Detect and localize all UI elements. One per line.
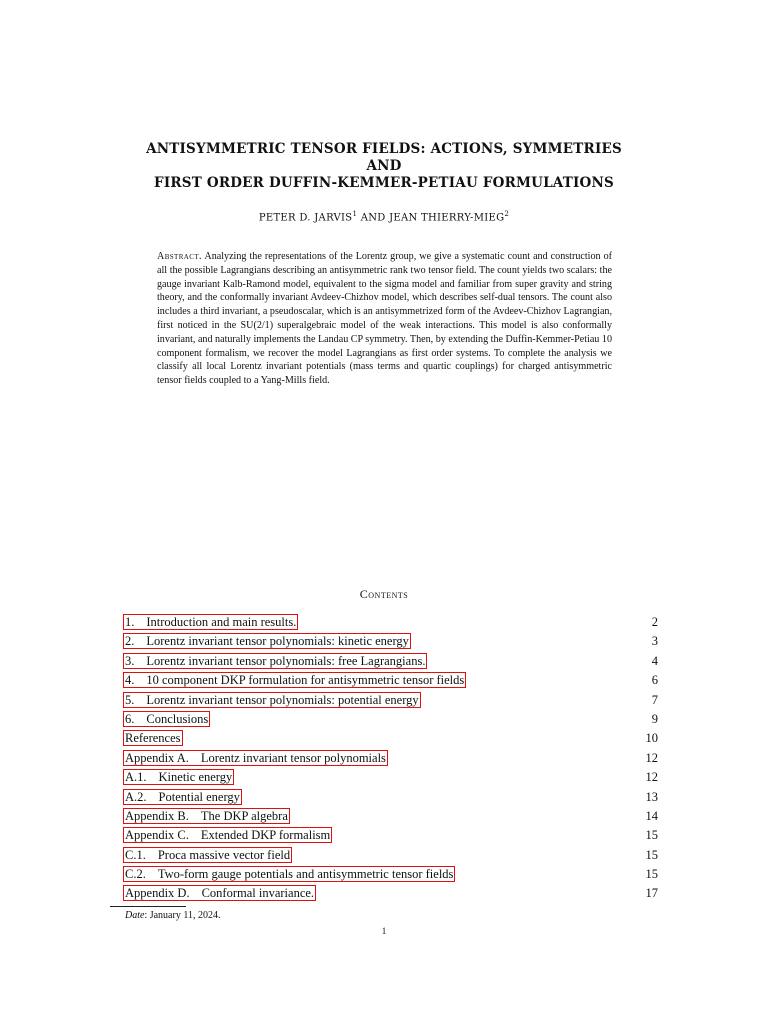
toc-link[interactable] (123, 866, 455, 882)
title-line-3: FIRST ORDER DUFFIN-KEMMER-PETIAU FORMULATIONS (154, 175, 614, 191)
toc-entry-title: The DKP algebra (200, 808, 288, 823)
toc-entry-number: C.1. (125, 847, 146, 862)
toc-entry-page: 2 (651, 615, 658, 629)
toc-entry (123, 865, 658, 884)
toc-link[interactable] (123, 633, 411, 649)
toc-entry-number: 6. (125, 711, 135, 726)
toc-entry-page: 3 (651, 634, 658, 649)
toc-entry (123, 632, 658, 651)
toc-entry-page: 14 (645, 808, 658, 823)
toc-entry-title: References (125, 731, 181, 746)
toc-link[interactable] (123, 672, 466, 688)
toc-link[interactable] (123, 847, 292, 863)
toc-link[interactable] (123, 789, 242, 805)
toc-link[interactable] (123, 653, 427, 669)
toc-link[interactable] (123, 885, 316, 901)
author-second-mark: 2 (504, 210, 510, 218)
toc-entry-page: 12 (645, 750, 658, 765)
toc-entry-title: Kinetic energy (158, 770, 233, 785)
toc-entry-page: 17 (645, 886, 658, 901)
toc-entry (123, 807, 658, 826)
toc-entry-number: A.2. (125, 789, 147, 804)
toc-entry (123, 749, 658, 768)
page-number: 1 (381, 926, 387, 936)
toc-entry-title: Proca massive vector field (157, 847, 291, 862)
toc-entry-number: 5. (125, 692, 135, 707)
toc-entry-title: Conclusions (146, 711, 209, 726)
toc-entry-page: 7 (651, 692, 658, 707)
toc-entry-page: 15 (645, 828, 658, 843)
toc-entry (123, 768, 658, 787)
title-line-1: ANTISYMMETRIC TENSOR FIELDS: ACTIONS, SYMMETRIES (146, 141, 622, 157)
toc-entry-page: 15 (645, 867, 658, 882)
toc-entry-number: Appendix A. (125, 750, 189, 765)
toc-entry (123, 710, 658, 729)
toc-entry (123, 613, 658, 632)
footnote-rule (110, 906, 186, 907)
table-of-contents (123, 613, 658, 904)
toc-entry-title: Lorentz invariant tensor polynomials (200, 750, 386, 765)
toc-entry-number: Appendix B. (125, 808, 189, 823)
toc-entry (123, 691, 658, 710)
toc-link[interactable] (123, 769, 234, 785)
toc-entry (123, 884, 658, 903)
abstract (157, 250, 612, 388)
footnote-label: Date (125, 910, 145, 921)
toc-entry-page: 12 (645, 770, 658, 785)
author-line (100, 210, 668, 223)
toc-entry (123, 729, 658, 748)
abstract-body: Analyzing the representations of the Lorentz group, we give a systematic count and construction of all the possible Lagrangians describing an antisymmetric rank two tensor field. The count yields two scalars: the gauge invariant Kalb-Ramond model, equivalent to the sigma model and familiar from super gravity and string theory, and the conformally invariant Avdeev-Chizhov model, which describes self-dual tensors. The count also includes a third invariant, a pseudoscalar, which is an antisymmetrized form of the Avdeev-Chizhov Lagrangian, first noticed in the SU(2/1) superalgebraic model of the weak interactions. This model is also conformally invariant, and naturally implements the Landau CP symmetry. Then, by extending the Duffin-Kemmer-Petiau 10 component formalism, we recover the model Lagrangians as first order systems. To complete the analysis we classify all local Lorentz invariant potentials (mass terms and quartic couplings) for charged antisymmetric tensor fields coupled to a Yang-Mills field. (157, 251, 613, 387)
author-first-mark: 1 (352, 210, 358, 218)
toc-entry-title: Conformal invariance. (201, 886, 315, 901)
toc-entry-title: Lorentz invariant tensor polynomials: potential energy (146, 692, 419, 707)
toc-link[interactable] (123, 614, 298, 630)
toc-entry-page: 4 (651, 653, 658, 668)
toc-link[interactable] (123, 730, 183, 746)
toc-entry-page: 13 (645, 789, 658, 804)
toc-entry-page: 9 (651, 711, 658, 726)
toc-entry-number: 1. (125, 615, 135, 629)
toc-entry-number: 4. (125, 673, 135, 688)
toc-link[interactable] (123, 692, 421, 708)
toc-entry-page: 10 (645, 731, 658, 746)
toc-entry-number: C.2. (125, 867, 146, 882)
author-joiner: AND (357, 212, 390, 224)
toc-entry-number: 2. (125, 634, 135, 649)
toc-link[interactable] (123, 750, 388, 766)
contents-heading: Contents (359, 587, 409, 601)
toc-entry-page: 6 (651, 673, 658, 688)
toc-entry-title: Extended DKP formalism (200, 828, 331, 843)
toc-entry-title: Lorentz invariant tensor polynomials: free Lagrangians. (146, 653, 426, 668)
title-line-2: AND (366, 158, 402, 174)
toc-entry-title: 10 component DKP formulation for antisymmetric tensor fields (146, 673, 465, 688)
toc-link[interactable] (123, 827, 332, 843)
footnote-text: : January 11, 2024. (144, 910, 221, 921)
toc-entry-title: Potential energy (158, 789, 240, 804)
footnote-date (125, 910, 220, 921)
toc-entry-page: 15 (645, 847, 658, 862)
paper-title (100, 141, 668, 192)
toc-entry (123, 652, 658, 671)
toc-entry-title: Introduction and main results. (146, 615, 297, 629)
author-first: PETER D. JARVIS (258, 212, 353, 224)
toc-entry-number: A.1. (125, 770, 147, 785)
toc-link[interactable] (123, 711, 210, 727)
toc-entry-number: Appendix D. (125, 886, 190, 901)
toc-entry (123, 788, 658, 807)
toc-entry (123, 846, 658, 865)
author-second: JEAN THIERRY-MIEG (389, 212, 505, 224)
toc-link[interactable] (123, 808, 290, 824)
abstract-heading: Abstract. (157, 251, 202, 262)
toc-entry (123, 671, 658, 690)
toc-entry-number: 3. (125, 653, 135, 668)
toc-entry (123, 826, 658, 845)
toc-entry-number: Appendix C. (125, 828, 189, 843)
toc-entry-title: Two-form gauge potentials and antisymmetric tensor fields (157, 867, 454, 882)
toc-entry-title: Lorentz invariant tensor polynomials: kinetic energy (146, 634, 409, 649)
